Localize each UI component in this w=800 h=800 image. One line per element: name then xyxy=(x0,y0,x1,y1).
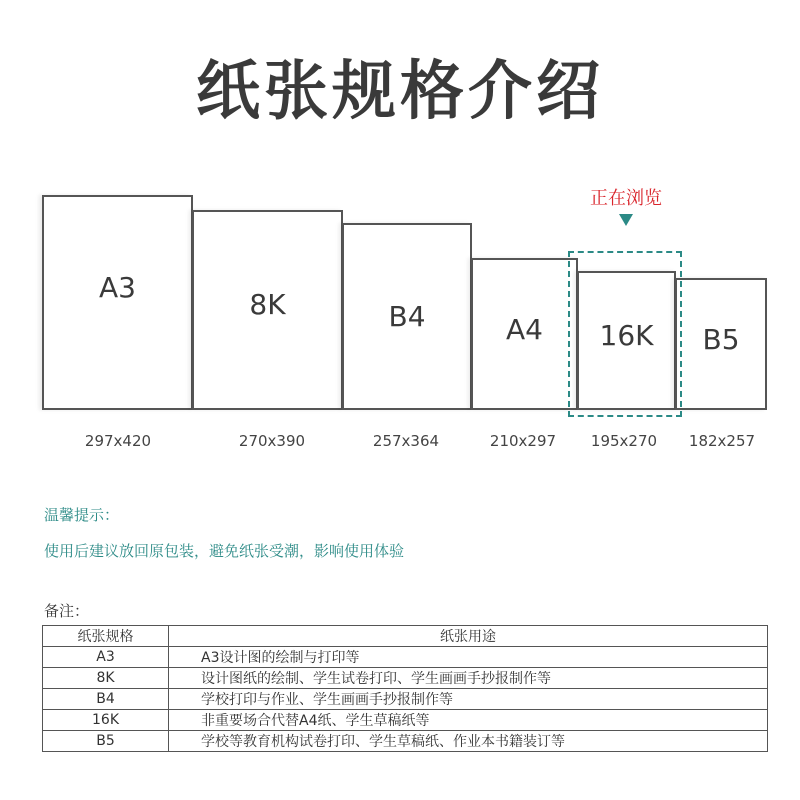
sheet-b5 xyxy=(675,278,767,410)
dims-a3: 297x420 xyxy=(84,432,152,450)
column-header-usage: 纸张用途 xyxy=(169,626,768,647)
sheet-a3 xyxy=(42,195,193,410)
cell-usage: 非重要场合代替A4纸、学生草稿纸等 xyxy=(169,710,768,731)
page-title: 纸张规格介绍 xyxy=(196,55,604,129)
table-row xyxy=(43,689,768,710)
table-row xyxy=(43,647,768,668)
dims-a4: 210x297 xyxy=(489,432,557,450)
sheet-label-b5: B5 xyxy=(702,322,740,356)
dims-b5: 182x257 xyxy=(688,432,756,450)
table-header-row xyxy=(43,626,768,647)
dims-b4: 257x364 xyxy=(372,432,440,450)
dims-8k: 270x390 xyxy=(238,432,306,450)
sheet-a4 xyxy=(471,258,578,410)
sheet-b4 xyxy=(342,223,472,410)
sheet-8k xyxy=(192,210,343,410)
paper-usage-table xyxy=(42,625,768,752)
sheet-label-b4: B4 xyxy=(388,300,426,333)
sheet-label-16k: 16K xyxy=(599,319,654,352)
tip-body: 使用后建议放回原包装，避免纸张受潮，影响使用体验 xyxy=(44,542,405,560)
sheet-label-8k: 8K xyxy=(249,287,286,321)
column-header-size: 纸张规格 xyxy=(43,626,169,647)
table-row xyxy=(43,731,768,752)
cell-usage: 设计图纸的绘制、学生试卷打印、学生画画手抄报制作等 xyxy=(169,668,768,689)
cell-usage: 学校打印与作业、学生画画手抄报制作等 xyxy=(169,689,768,710)
table-row xyxy=(43,668,768,689)
cell-size: 16K xyxy=(43,710,169,731)
sheet-label-a4: A4 xyxy=(506,312,543,346)
cell-usage: A3设计图的绘制与打印等 xyxy=(169,647,768,668)
cell-size: B5 xyxy=(43,731,169,752)
dims-16k: 195x270 xyxy=(590,432,658,450)
cell-usage: 学校等教育机构试卷打印、学生草稿纸、作业本书籍装订等 xyxy=(169,731,768,752)
browsing-label: 正在浏览 xyxy=(590,188,662,209)
cell-size: A3 xyxy=(43,647,169,668)
cell-size: B4 xyxy=(43,689,169,710)
down-arrow-icon xyxy=(619,214,633,226)
notes-heading: 备注： xyxy=(44,602,90,620)
current-size-highlight xyxy=(568,251,682,417)
cell-size: 8K xyxy=(43,668,169,689)
table-row xyxy=(43,710,768,731)
sheet-label-a3: A3 xyxy=(99,271,136,304)
tip-heading: 温馨提示： xyxy=(44,506,120,524)
